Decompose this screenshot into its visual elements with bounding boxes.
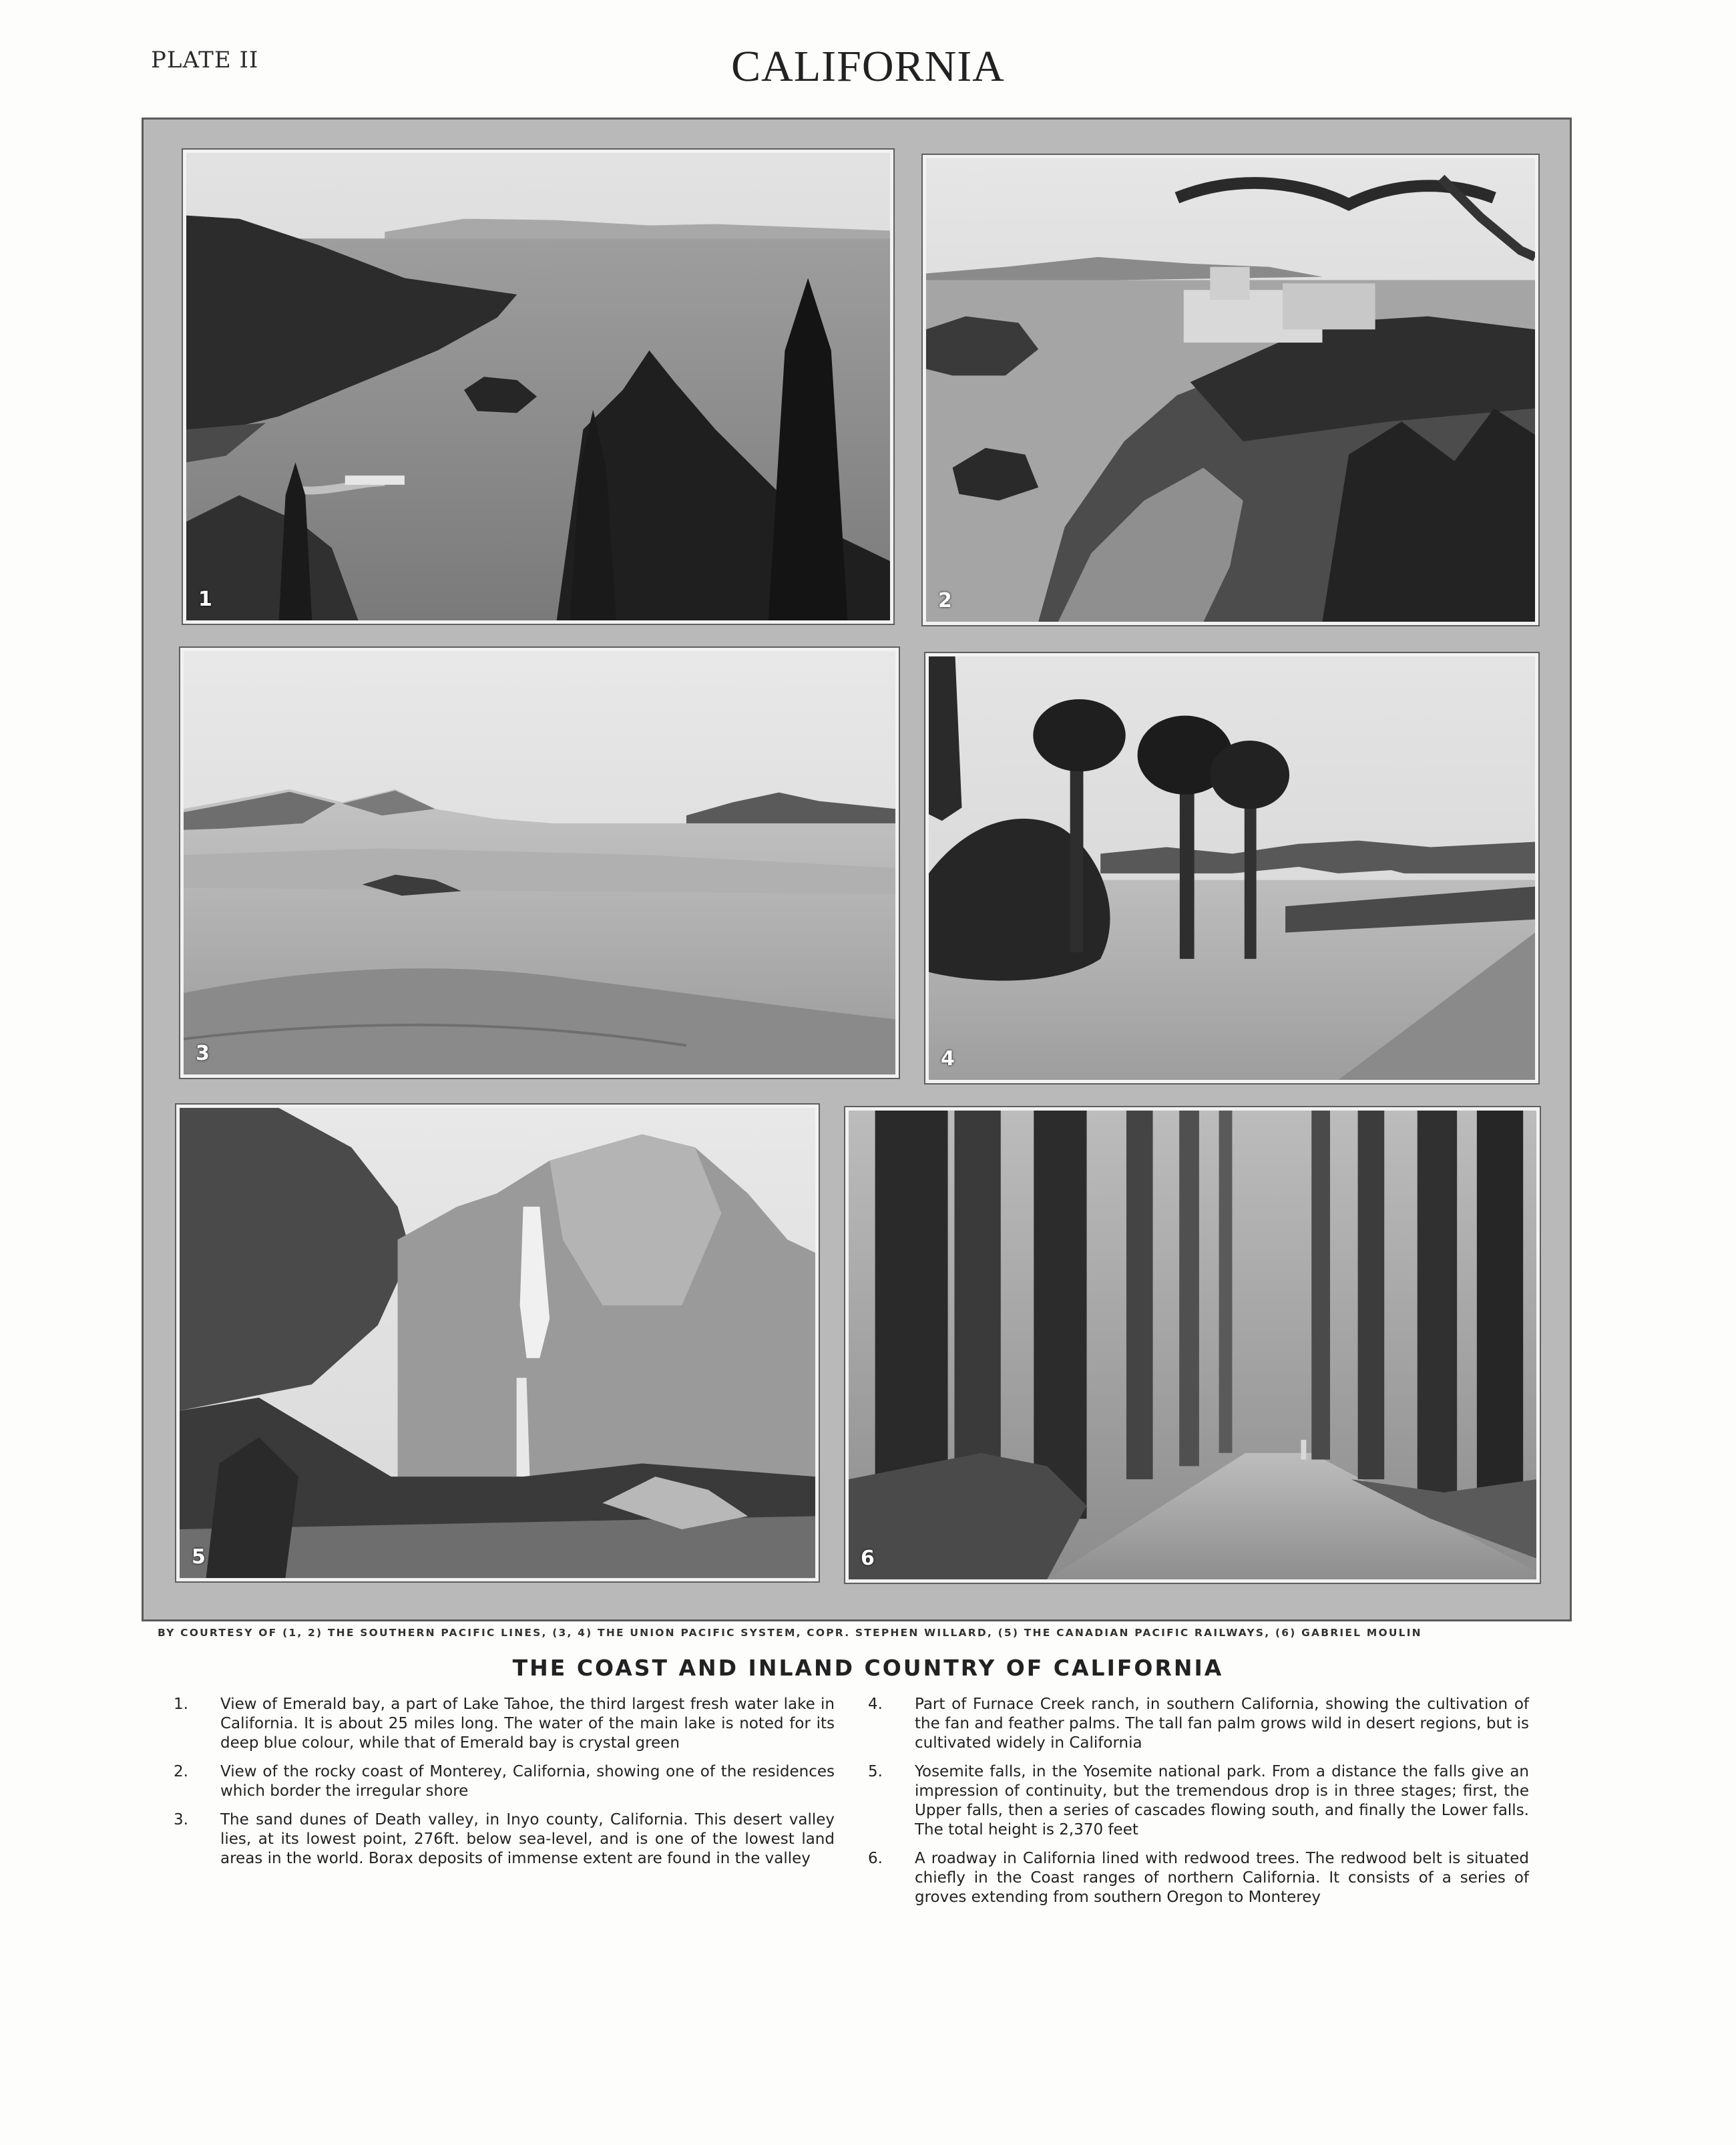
photo-number: 2 [938, 589, 952, 612]
caption-item [167, 1695, 835, 1753]
page-title: CALIFORNIA [731, 42, 1005, 91]
caption-text: View of Emerald bay, a part of Lake Tahoe, the third largest fresh water lake in California. It is about 25 miles long. The water of the main lake is noted for its deep blue colour, while that of Emerald bay is crystal green [220, 1696, 835, 1752]
caption-item [167, 1810, 835, 1869]
caption-number: 3. [174, 1811, 188, 1828]
photo-sand-dunes [180, 648, 899, 1078]
photo-emerald-bay [183, 150, 893, 624]
section-heading: THE COAST AND INLAND COUNTRY OF CALIFORNIA [512, 1655, 1224, 1681]
caption-text: Part of Furnace Creek ranch, in southern California, showing the cultivation of the fan and feather palms. The tall fan palm grows wild in desert regions, but is cultivated widely in California [915, 1696, 1529, 1752]
photo-number: 6 [861, 1547, 875, 1570]
caption-text: A roadway in California lined with redwood trees. The redwood belt is situated chiefly in the Coast ranges of northern California. It consists of a series of groves extending from southern Oregon to Monterey [915, 1850, 1529, 1906]
photo-redwood-road [845, 1107, 1540, 1583]
caption-item [167, 1762, 835, 1801]
caption-item [861, 1849, 1529, 1907]
photo-monterey-coast [923, 155, 1538, 625]
caption-item [861, 1695, 1529, 1753]
caption-text: View of the rocky coast of Monterey, California, showing one of the residences which border the irregular shore [220, 1763, 835, 1800]
caption-number: 1. [174, 1696, 188, 1713]
photo-number: 3 [196, 1042, 210, 1065]
photo-credits: BY COURTESY OF (1, 2) THE SOUTHERN PACIFIC LINES, (3, 4) THE UNION PACIFIC SYSTEM, COPR. STEPHEN WILLARD, (5) THE CANADIAN PACIFIC RAILWAYS, (6) GABRIEL MOULIN [158, 1627, 1422, 1639]
photo-furnace-creek-palms [925, 653, 1538, 1083]
caption-text: Yosemite falls, in the Yosemite national park. From a distance the falls give an impression of continuity, but the tremendous drop is in three stages; first, the Upper falls, then a series of cascades flowing south, and finally the Lower falls. The total height is 2,370 feet [915, 1763, 1529, 1838]
caption-text: The sand dunes of Death valley, in Inyo county, California. This desert valley lies, at its lowest point, 276ft. below sea-level, and is one of the lowest land areas in the world. Borax deposits of immense extent are found in the valley [220, 1811, 835, 1867]
photo-yosemite-falls [176, 1105, 819, 1581]
caption-number: 6. [868, 1850, 883, 1867]
caption-number: 5. [868, 1763, 883, 1780]
captions-left-column [167, 1695, 835, 1878]
caption-number: 4. [868, 1696, 883, 1713]
captions-right-column [861, 1695, 1529, 1917]
caption-number: 2. [174, 1763, 188, 1780]
photo-number: 4 [941, 1047, 955, 1070]
caption-item [861, 1762, 1529, 1840]
plate-label: PLATE II [151, 47, 259, 73]
photo-number: 1 [198, 588, 212, 611]
photo-number: 5 [192, 1545, 206, 1569]
